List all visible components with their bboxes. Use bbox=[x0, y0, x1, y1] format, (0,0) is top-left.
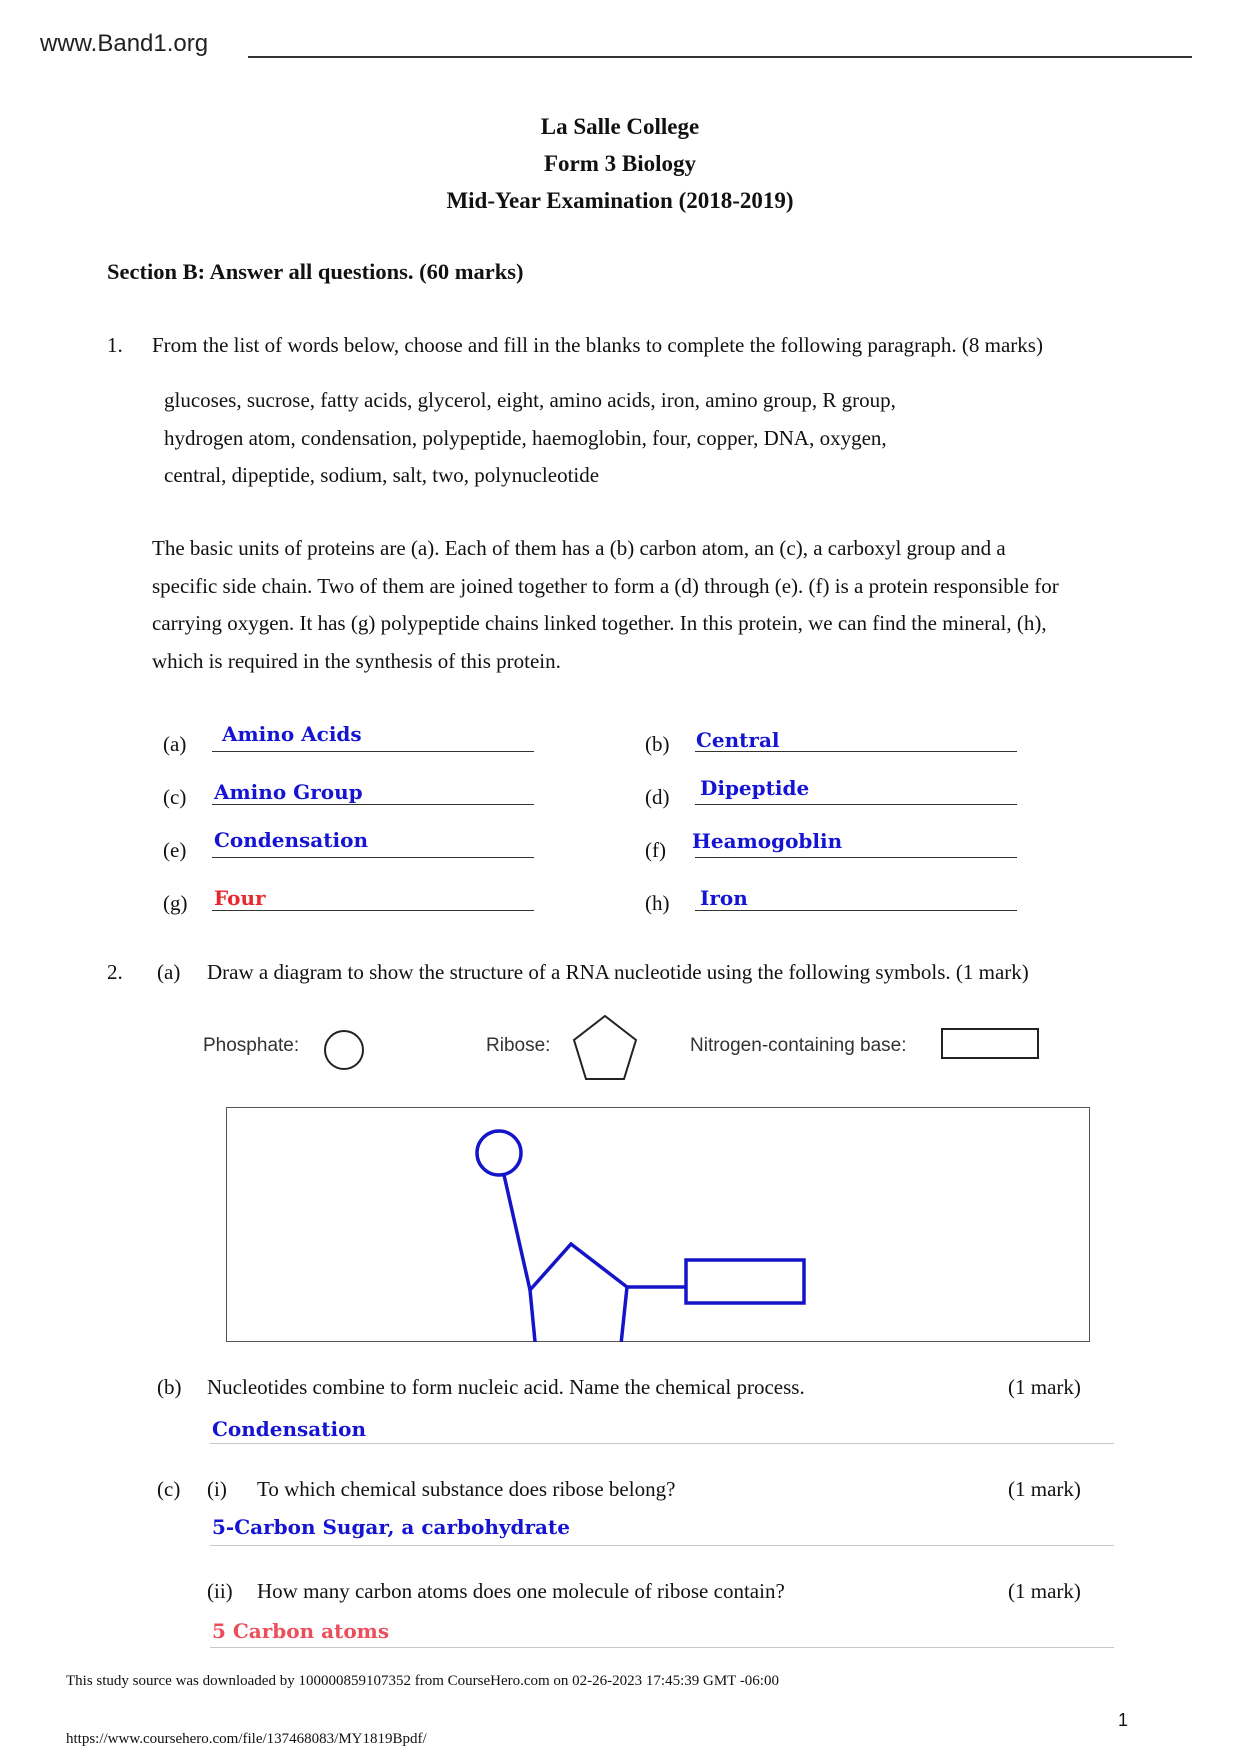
q2ci-answer-line bbox=[210, 1545, 1114, 1546]
blank-c-line bbox=[212, 804, 534, 805]
q2ci-label: (i) bbox=[207, 1477, 227, 1501]
exam-title: Mid-Year Examination (2018-2019) bbox=[446, 188, 794, 213]
blank-b-line bbox=[695, 751, 1017, 752]
q2cii-label: (ii) bbox=[207, 1579, 233, 1603]
blank-d-label: (d) bbox=[645, 785, 670, 809]
section-heading: Section B: Answer all questions. (60 marks) bbox=[107, 259, 524, 284]
q2b-prompt: Nucleotides combine to form nucleic acid. Name the chemical process. bbox=[207, 1375, 805, 1399]
q1-prompt: From the list of words below, choose and fill in the blanks to complete the following paragraph. (8 marks) bbox=[152, 333, 1043, 357]
blank-d-line bbox=[695, 804, 1017, 805]
blank-f-label: (f) bbox=[645, 838, 666, 862]
q2-number: 2. bbox=[107, 960, 123, 984]
blank-c-label: (c) bbox=[163, 785, 187, 809]
ribose-pentagon-icon bbox=[570, 1012, 640, 1084]
blank-e-answer[interactable]: Condensation bbox=[214, 828, 368, 852]
phosphate-drawn-icon bbox=[477, 1131, 521, 1175]
base-rectangle-icon bbox=[940, 1026, 1040, 1062]
q2b-marks: (1 mark) bbox=[1008, 1375, 1081, 1399]
phosphate-legend-label: Phosphate: bbox=[203, 1035, 300, 1056]
school-title: La Salle College bbox=[540, 114, 700, 139]
q2b-answer[interactable]: Condensation bbox=[212, 1417, 366, 1441]
q2ci-marks: (1 mark) bbox=[1008, 1477, 1081, 1501]
q2ci-answer[interactable]: 5-Carbon Sugar, a carbohydrate bbox=[212, 1515, 570, 1539]
ribose-legend-label: Ribose: bbox=[486, 1035, 551, 1056]
q2c-label: (c) bbox=[157, 1477, 181, 1501]
blank-a-answer[interactable]: Amino Acids bbox=[222, 722, 362, 746]
q2a-label: (a) bbox=[157, 960, 181, 984]
source-url[interactable]: https://www.coursehero.com/file/137468083/MY1819Bpdf/ bbox=[66, 1731, 427, 1747]
rna-nucleotide-diagram bbox=[226, 1107, 1090, 1342]
q2cii-prompt: How many carbon atoms does one molecule of ribose contain? bbox=[257, 1579, 785, 1603]
download-notice: This study source was downloaded by 100000859107352 from CourseHero.com on 02-26-2023 17:45:39 GMT -06:00 bbox=[66, 1673, 779, 1689]
phosphate-circle-icon bbox=[322, 1028, 366, 1072]
q2ci-prompt: To which chemical substance does ribose belong? bbox=[257, 1477, 676, 1501]
word-list-line: glucoses, sucrose, fatty acids, glycerol, eight, amino acids, iron, amino group, R group, bbox=[164, 388, 896, 412]
q1-number: 1. bbox=[107, 333, 123, 357]
q1-paragraph bbox=[152, 530, 1142, 680]
q2cii-answer-line bbox=[210, 1647, 1114, 1648]
paragraph-line: which is required in the synthesis of this protein. bbox=[152, 648, 561, 673]
q2a-prompt: Draw a diagram to show the structure of a RNA nucleotide using the following symbols. (1 mark) bbox=[207, 960, 1029, 984]
blank-e-line bbox=[212, 857, 534, 858]
q2cii-marks: (1 mark) bbox=[1008, 1579, 1081, 1603]
header-rule bbox=[248, 56, 1192, 58]
q2b-label: (b) bbox=[157, 1375, 182, 1399]
subject-title: Form 3 Biology bbox=[543, 151, 697, 176]
blank-g-label: (g) bbox=[163, 891, 188, 915]
base-legend-label: Nitrogen-containing base: bbox=[690, 1035, 907, 1056]
paragraph-line: specific side chain. Two of them are joined together to form a (d) through (e). (f) is a protein responsible for bbox=[152, 573, 1059, 598]
q2b-answer-line bbox=[210, 1443, 1114, 1444]
page-number: 1 bbox=[1118, 1710, 1129, 1730]
word-list-line: central, dipeptide, sodium, salt, two, polynucleotide bbox=[164, 463, 600, 487]
blank-g-line bbox=[212, 910, 534, 911]
blank-g-answer[interactable]: Four bbox=[214, 886, 266, 910]
blank-b-answer[interactable]: Central bbox=[696, 728, 780, 752]
blank-a-label: (a) bbox=[163, 732, 187, 756]
blank-f-answer[interactable]: Heamogoblin bbox=[692, 829, 843, 853]
word-list bbox=[164, 382, 896, 495]
blank-h-label: (h) bbox=[645, 891, 670, 915]
blank-h-answer[interactable]: Iron bbox=[700, 886, 748, 910]
site-watermark: www.Band1.org bbox=[40, 30, 209, 57]
paragraph-line: The basic units of proteins are (a). Each of them has a (b) carbon atom, an (c), a carboxyl group and a bbox=[152, 536, 1006, 560]
blank-c-answer[interactable]: Amino Group bbox=[214, 780, 363, 804]
ribose-drawn-icon bbox=[530, 1244, 627, 1342]
blank-b-label: (b) bbox=[645, 732, 670, 756]
word-list-line: hydrogen atom, condensation, polypeptide, haemoglobin, four, copper, DNA, oxygen, bbox=[164, 425, 887, 450]
blank-f-line bbox=[695, 857, 1017, 858]
blank-a-line bbox=[212, 751, 534, 752]
q2cii-answer[interactable]: 5 Carbon atoms bbox=[212, 1619, 390, 1643]
paragraph-line: carrying oxygen. It has (g) polypeptide chains linked together. In this protein, we can find the mineral, (h), bbox=[152, 611, 1047, 635]
blank-h-line bbox=[695, 910, 1017, 911]
blank-d-answer[interactable]: Dipeptide bbox=[700, 776, 810, 800]
blank-e-label: (e) bbox=[163, 838, 187, 862]
base-drawn-icon bbox=[686, 1260, 804, 1303]
